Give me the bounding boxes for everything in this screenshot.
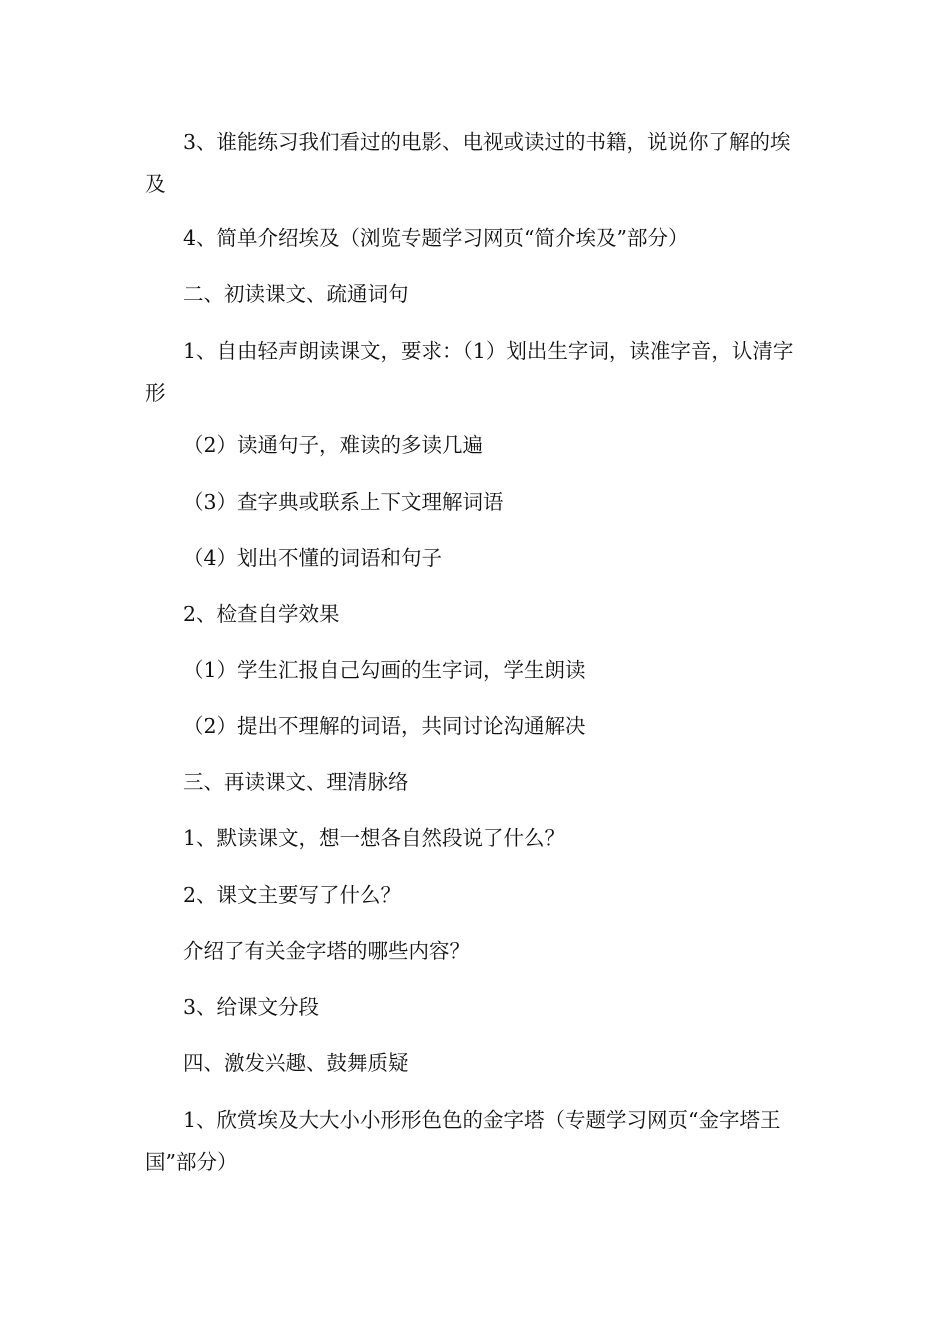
paragraph-2-2-1: （1）学生汇报自己勾画的生字词，学生朗读 [183,658,586,682]
section-heading-4: 四、激发兴趣、鼓舞质疑 [183,1051,409,1075]
paragraph-3-2: 2、课文主要写了什么？ [183,883,402,907]
paragraph-2-1-3: （3）查字典或联系上下文理解词语 [183,490,504,514]
section-heading-2: 二、初读课文、疏通词句 [183,282,409,306]
paragraph-3-2-sub: 介绍了有关金字塔的哪些内容？ [183,939,470,963]
paragraph-2-1-2: （2）读通句子，难读的多读几遍 [183,433,484,457]
paragraph-2-2-2: （2）提出不理解的词语，共同讨论沟通解决 [183,714,586,738]
paragraph-2-1-4: （4）划出不懂的词语和句子 [183,546,443,570]
paragraph-3-3: 3、给课文分段 [183,995,320,1019]
paragraph-2-1: 1、自由轻声朗读课文，要求：（1）划出生字词，读准字音，认清字形 [145,339,794,405]
paragraph-4-1: 1、欣赏埃及大大小小形形色色的金字塔（专题学习网页“金字塔王国”部分） [145,1108,781,1174]
section-heading-3: 三、再读课文、理清脉络 [183,770,409,794]
paragraph-3: 3、谁能练习我们看过的电影、电视或读过的书籍，说说你了解的埃及 [145,130,791,196]
paragraph-4: 4、简单介绍埃及（浏览专题学习网页“简介埃及”部分） [183,226,689,250]
paragraph-3-1: 1、默读课文，想一想各自然段说了什么？ [183,826,566,850]
paragraph-2-2: 2、检查自学效果 [183,602,340,626]
